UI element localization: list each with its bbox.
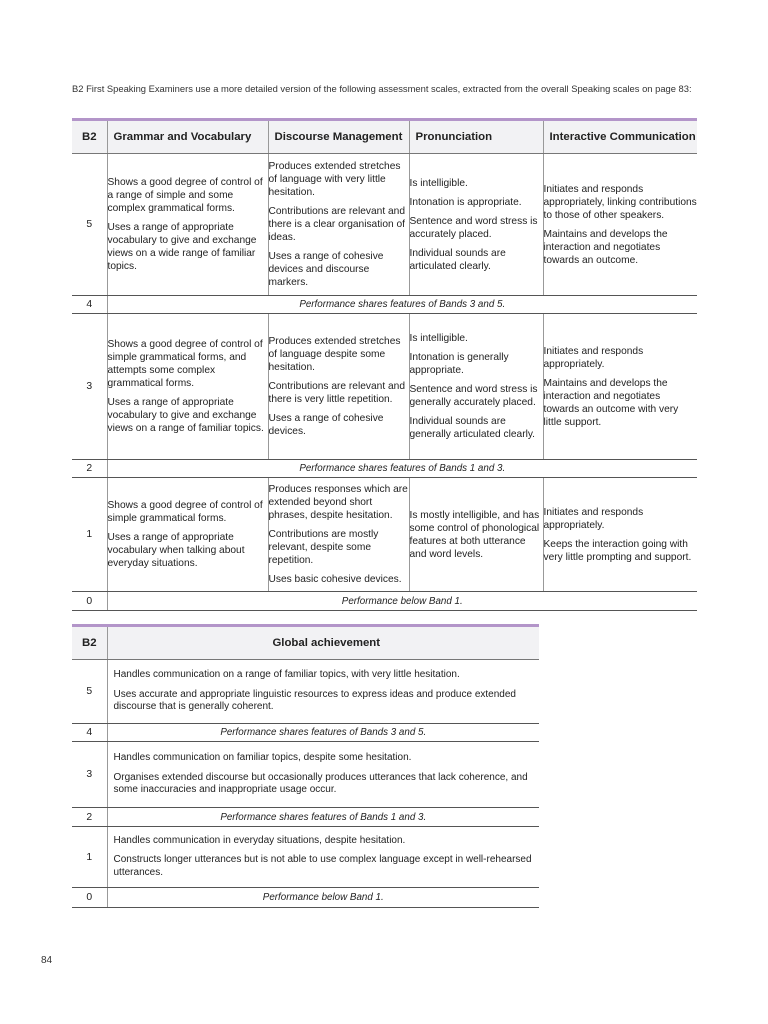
descriptor: Contributions are mostly relevant, despite some repetition.: [268, 529, 379, 566]
band-row-0: [72, 888, 539, 908]
discourse-management-cell: [268, 154, 409, 296]
band-row-5: [72, 660, 539, 724]
descriptor: Initiates and responds appropriately.: [543, 345, 644, 370]
descriptor: Shows a good degree of control of simple grammatical forms.: [107, 500, 263, 524]
descriptor: Contributions are relevant and there is very little repetition.: [268, 381, 405, 405]
descriptor: Uses a range of appropriate vocabulary to give and exchange views on a wide range of familiar topics.: [107, 222, 257, 272]
descriptor: Individual sounds are generally articulated clearly.: [409, 416, 536, 440]
band-row-3: [72, 314, 697, 460]
pronunciation-cell: [409, 154, 543, 296]
pronunciation-cell: [409, 314, 543, 460]
descriptor: Sentence and word stress is accurately placed.: [409, 215, 538, 240]
discourse-management-cell: [268, 314, 409, 460]
band-number: 1: [72, 827, 107, 888]
global-descriptor-cell: [107, 660, 539, 724]
descriptor: Initiates and responds appropriately.: [543, 506, 644, 531]
descriptor: Intonation is generally appropriate.: [409, 352, 509, 376]
descriptor: Shows a good degree of control of a range of simple and some complex grammatical forms.: [107, 177, 263, 214]
descriptor: Individual sounds are articulated clearly.: [409, 247, 506, 272]
descriptor: Uses a range of appropriate vocabulary when talking about everyday situations.: [107, 532, 245, 569]
interactive-communication-cell: [543, 154, 697, 296]
descriptor: Handles communication on a range of familiar topics, with very little hesitation.: [113, 669, 460, 681]
band-number: 0: [72, 592, 107, 611]
descriptor: Uses a range of appropriate vocabulary to give and exchange views on a range of familiar topics.: [107, 397, 264, 434]
descriptor: Uses accurate and appropriate linguistic resources to express ideas and produce extended discourse that is generally coherent.: [113, 688, 516, 713]
header-interactive-communication: Interactive Communication: [543, 120, 697, 154]
band-note: Performance below Band 1.: [107, 592, 697, 611]
band-number: 3: [72, 742, 107, 808]
speaking-assessment-scales-table: [72, 118, 697, 611]
header-level: B2: [72, 120, 107, 154]
descriptor: Organises extended discourse but occasionally produces utterances that lack coherence, and some inaccuracies and inappropriate usage occur.: [113, 771, 528, 796]
descriptor: Contributions are relevant and there is a clear organisation of ideas.: [268, 206, 405, 243]
descriptor: Constructs longer utterances but is not able to use complex language except in well-rehearsed utterances.: [113, 854, 532, 878]
grammar-vocabulary-cell: [107, 478, 268, 592]
band-note: Performance shares features of Bands 1 and 3.: [107, 460, 697, 478]
band-number: 3: [72, 314, 107, 460]
band-note: Performance below Band 1.: [107, 888, 539, 908]
descriptor: Uses a range of cohesive devices.: [268, 413, 384, 437]
band-row-4: [72, 296, 697, 314]
discourse-management-cell: [268, 478, 409, 592]
descriptor: Produces responses which are extended beyond short phrases, despite hesitation.: [268, 484, 408, 521]
intro-text: B2 First Speaking Examiners use a more detailed version of the following assessment scales, extracted from the overall Speaking scales on page 83:: [72, 83, 692, 94]
descriptor: Is mostly intelligible, and has some control of phonological features at both utterance and word levels.: [409, 509, 540, 560]
grammar-vocabulary-cell: [107, 154, 268, 296]
band-number: 5: [72, 660, 107, 724]
header-row: [72, 626, 539, 660]
band-row-1: [72, 478, 697, 592]
band-row-4: [72, 724, 539, 742]
band-row-1: [72, 827, 539, 888]
descriptor: Is intelligible.: [409, 177, 468, 189]
descriptor: Maintains and develops the interaction and negotiates towards an outcome with very little support.: [543, 377, 679, 428]
band-number: 5: [72, 154, 107, 296]
descriptor: Handles communication on familiar topics, despite some hesitation.: [113, 752, 412, 764]
band-row-0: [72, 592, 697, 611]
band-number: 1: [72, 478, 107, 592]
descriptor: Shows a good degree of control of simple grammatical forms, and attempts some complex grammatical forms.: [107, 339, 263, 389]
band-number: 2: [72, 808, 107, 827]
descriptor: Produces extended stretches of language with very little hesitation.: [268, 161, 401, 198]
band-number: 4: [72, 724, 107, 742]
descriptor: Maintains and develops the interaction and negotiates towards an outcome.: [543, 228, 668, 266]
band-row-2: [72, 808, 539, 827]
global-achievement-table: [72, 624, 539, 908]
descriptor: Initiates and responds appropriately, linking contributions to those of other speakers.: [543, 183, 697, 221]
descriptor: Produces extended stretches of language despite some hesitation.: [268, 336, 401, 373]
global-descriptor-cell: [107, 742, 539, 808]
descriptor: Handles communication in everyday situations, despite hesitation.: [113, 834, 406, 846]
interactive-communication-cell: [543, 478, 697, 592]
descriptor: Sentence and word stress is generally accurately placed.: [409, 384, 538, 408]
grammar-vocabulary-cell: [107, 314, 268, 460]
global-descriptor-cell: [107, 827, 539, 888]
header-discourse-management: Discourse Management: [268, 120, 409, 154]
descriptor: Keeps the interaction going with very little prompting and support.: [543, 538, 692, 563]
band-number: 4: [72, 296, 107, 314]
band-row-5: [72, 154, 697, 296]
page-number: 84: [41, 955, 53, 966]
band-number: 0: [72, 888, 107, 908]
interactive-communication-cell: [543, 314, 697, 460]
descriptor: Uses basic cohesive devices.: [268, 574, 402, 585]
header-grammar-vocabulary: Grammar and Vocabulary: [107, 120, 268, 154]
descriptor: Uses a range of cohesive devices and discourse markers.: [268, 251, 384, 288]
band-note: Performance shares features of Bands 3 and 5.: [107, 724, 539, 742]
header-row: [72, 120, 697, 154]
header-global-achievement: Global achievement: [107, 626, 539, 660]
pronunciation-cell: [409, 478, 543, 592]
descriptor: Is intelligible.: [409, 333, 468, 344]
band-row-3: [72, 742, 539, 808]
header-level: B2: [72, 626, 107, 660]
band-row-2: [72, 460, 697, 478]
header-pronunciation: Pronunciation: [409, 120, 543, 154]
band-number: 2: [72, 460, 107, 478]
descriptor: Intonation is appropriate.: [409, 196, 522, 208]
band-note: Performance shares features of Bands 1 and 3.: [107, 808, 539, 827]
band-note: Performance shares features of Bands 3 and 5.: [107, 296, 697, 314]
